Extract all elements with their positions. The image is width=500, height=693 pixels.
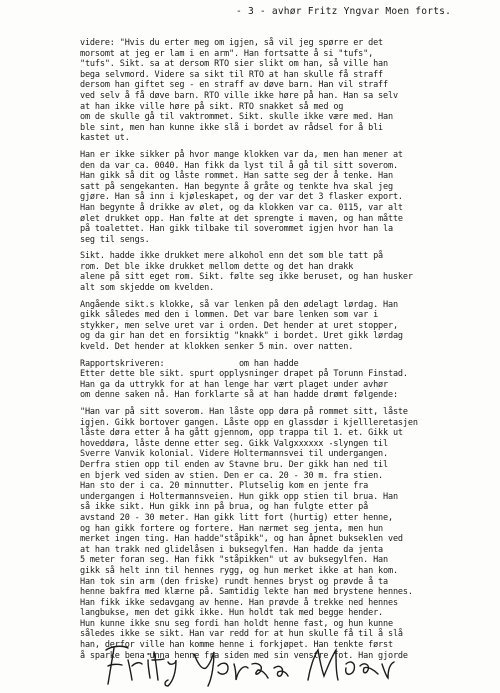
text-line: Hun kunne ikke snu seg fordi han holdt henne fast, og hun kunne: [80, 618, 393, 629]
text-line: ble sint, men han kunne ikke slå i bordet av rådsel for å bli: [80, 122, 384, 133]
text-line: Han er ikke sikker på hvor mange klokken var da, men han mener at: [80, 149, 403, 160]
handwritten-signature: [98, 640, 398, 688]
text-line: således ikke se sikt. Han var redd for at hun skulle få til å slå: [80, 629, 403, 640]
page-header: - 3 - avhør Fritz Yngvar Moen forts.: [236, 6, 452, 17]
paragraph-6: [80, 407, 496, 661]
text-line: så ikke sikt. Hun gikk inn på brua, og han fulgte etter på: [80, 502, 369, 513]
paragraph-5: [80, 359, 496, 401]
text-line: om de skulle gå til vaktrommet. Sikt. skulle ikke være med. Han: [80, 112, 393, 123]
text-line: gikk så helt inn til hennes rygg, og hun merket ikke at han kom.: [80, 565, 398, 576]
text-line: Han ga da uttrykk for at han lenge har vært plaget under avhør: [80, 379, 388, 390]
text-line: ølet drukket opp. Han følte at det sprengte i maven, og han måtte: [80, 213, 403, 224]
text-line: langbukse, men det gikk ikke. Hun holdt tak med begge hender.: [80, 608, 384, 619]
text-line: bega selvmord. Videre sa sikt til RTO at han skulle få straff: [80, 69, 384, 80]
text-line: på toalettet. Han gikk tilbake til soverommet igjen hvor han la: [80, 224, 393, 235]
text-line: rom. Det ble ikke drukket mellom dette og det han drakk: [80, 261, 354, 272]
text-line: den da var ca. 0040. Han fikk da lyst til å gå til sitt soverom.: [80, 160, 398, 171]
text-line: låste døra etter å ha gått gjennom, opp trappa til 1. et. Gikk ut: [80, 428, 403, 439]
text-line: Han gikk så dit og låste rommet. Han satte seg der å tenke. Han: [80, 171, 393, 182]
text-line: satt på sengekanten. Han begynte å gråte og tenkte hva skal jeg: [80, 181, 393, 192]
text-line: avstand 20 - 30 meter. Han gikk litt fort (hurtig) etter henne,: [80, 512, 393, 523]
text-line: "Han var på sitt soverom. Han låste opp døra på rommet sitt, låste: [80, 407, 408, 417]
paragraph-1: [80, 38, 496, 144]
text-line: og han gikk fortere og fortere. Han nærmet seg jenta, men hun: [80, 523, 384, 534]
text-line: Sverre Vanvik kolonial. Videre Holtermannsvei til undergangen.: [80, 449, 388, 460]
text-line: en bjerk ved siden av stien. Den er ca. 20 - 30 m. fra stien.: [80, 470, 384, 481]
text-line: videre: "Hvis du erter meg om igjen, så vil jeg spørre er det: [80, 38, 384, 48]
text-line: om denne saken nå. Han forklarte så at han hadde drømt følgende:: [80, 390, 398, 401]
text-line: seg til sengs.: [80, 234, 150, 245]
paragraph-2: [80, 150, 496, 245]
text-line: merket ingen ting. Han hadde"ståpikk", og han åpnet bukseklen ved: [80, 534, 403, 545]
text-line: og da gir han det en forsiktig "knakk" i bordet. Uret gikk lørdag: [80, 331, 403, 342]
text-line: Angående sikt.s klokke, så var lenken på den ødelagt lørdag. Han: [80, 299, 398, 310]
paragraph-4: [80, 300, 496, 353]
text-line: at han trakk ned glidelåsen i buksegylfen. Han hadde da jenta: [80, 544, 384, 555]
text-line: Han fikk ikke sedavgang av henne. Han prøvde å trekke ned hennes: [80, 597, 398, 608]
text-line: Etter dette ble sikt. spurt opplysninger drapet på Torunn Finstad.: [80, 369, 408, 380]
text-line: igjen. Gikk bortover gangen. Låste opp en glassdør i kjellleretasjen: [80, 417, 418, 428]
text-line: henne bakfra med klærne på. Samtidig lekte han med brystene hennes.: [80, 587, 413, 598]
text-line: å sparke bena unna henne fra siden med sin venstre fot. Han gjorde: [80, 650, 408, 661]
text-line: undergangen i Holtermannsveien. Hun gikk opp stien til brua. Han: [80, 491, 398, 502]
text-line: hoveddøra, låste denne etter seg. Gikk Valgxxxxxx -slyngen til: [80, 438, 388, 449]
text-line: gjøre. Han så inn i kjøleskapet, og der var det 3 flasker export.: [80, 192, 403, 203]
text-line: Sikt. hadde ikke drukket mere alkohol enn det som ble tatt på: [80, 251, 384, 262]
text-line: Derfra stien opp til enden av Stavne bru. Der gikk han ned til: [80, 459, 388, 470]
text-line: Han tok sin arm (den friske) rundt hennes bryst og prøvde å ta: [80, 576, 388, 587]
text-line: stykker, men selve uret var i orden. Det hender at uret stopper,: [80, 320, 398, 331]
text-line: han, derfor ville han komme henne i forkjøpet. Han tenkte først: [80, 640, 393, 651]
document-body: [80, 38, 496, 667]
text-line: Rapportskriveren: om han hadde: [80, 358, 299, 369]
text-line: kastet ut.: [80, 133, 130, 144]
text-line: morsomt at jeg er lam i en arm". Han fortsatte å si "tufs",: [80, 48, 374, 59]
text-line: Han sto der i ca. 20 minnutter. Plutselig kom en jente fra: [80, 481, 369, 492]
text-line: 5 meter foran seg. Han fikk "ståpikken" ut av buksegylfen. Han: [80, 555, 388, 566]
text-line: alene på sitt eget rom. Sikt. følte seg ikke beruset, og han husker: [80, 272, 413, 283]
text-line: at han ikke ville høre på sikt. RTO snakket så med og: [80, 101, 344, 112]
text-line: Han begynte å drikke av ølet, og da klokken var ca. 0115, var alt: [80, 202, 403, 213]
text-line: ved selv å få døve barn. RTO ville ikke høre på han. Han sa selv: [80, 90, 398, 101]
text-line: gikk således med den i lommen. Det var bare lenken som var i: [80, 310, 379, 321]
paragraph-3: [80, 251, 496, 293]
text-line: alt som skjedde om kvelden.: [80, 283, 215, 294]
text-line: kveld. Det hender at klokken senker 5 min. over natten.: [80, 342, 354, 353]
text-line: dersom han giftet seg - en straff av døve barn. Han vil straff: [80, 80, 388, 91]
text-line: "tufs". Sikt. sa at dersom RTO sier slikt om han, så ville han: [80, 59, 388, 70]
